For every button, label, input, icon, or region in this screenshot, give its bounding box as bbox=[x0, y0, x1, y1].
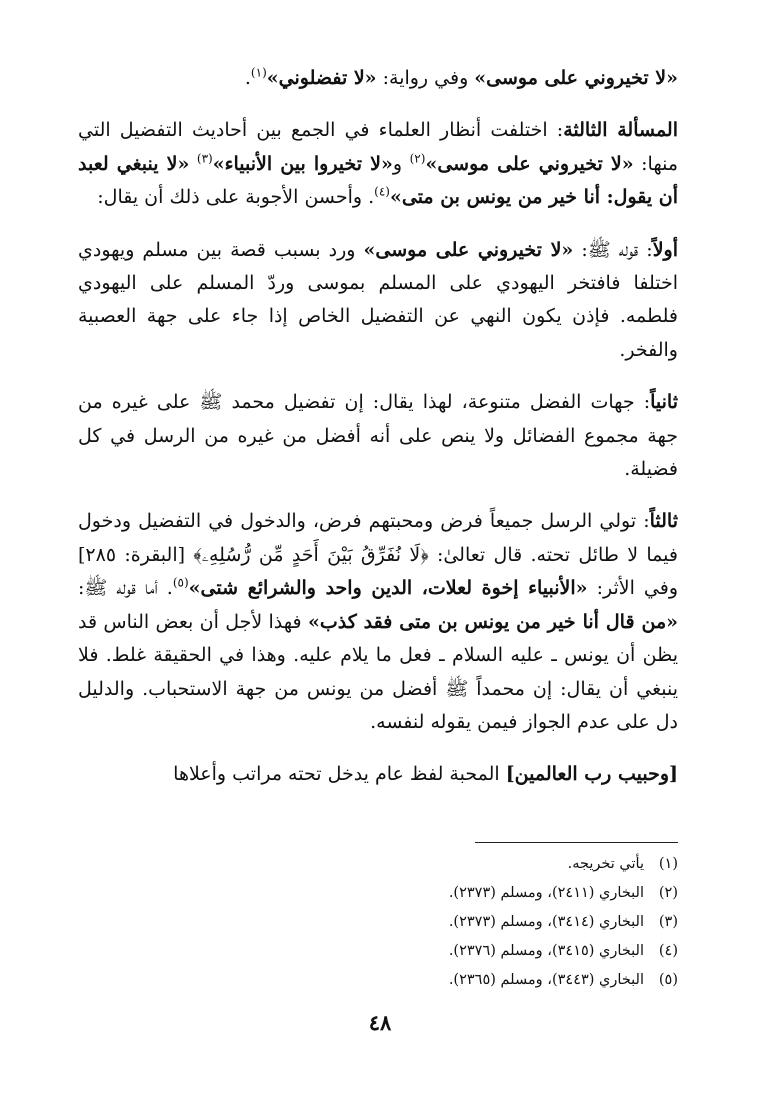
footnote-number: (١) bbox=[658, 856, 678, 872]
footnote-text: البخاري (٣٤١٤)، ومسلم (٢٣٧٣). bbox=[448, 914, 644, 930]
paragraph-gap bbox=[78, 486, 678, 505]
bold-phrase: المسألة الثالثة bbox=[563, 119, 679, 142]
text-run: المحبة لفظ عام يدخل تحته مراتب وأعلاها bbox=[173, 763, 506, 786]
text-run: . وأحسن الأجوبة على ذلك أن يقال: bbox=[97, 186, 375, 209]
footnote-text: البخاري (٢٤١١)، ومسلم (٢٣٧٣). bbox=[448, 885, 644, 901]
footnote-ref: (٤) bbox=[374, 184, 390, 199]
paragraph-5 bbox=[78, 505, 678, 739]
text-run: : قوله ﷺ: bbox=[573, 238, 653, 261]
footnote-text: يأتي تخريجه. bbox=[567, 856, 644, 872]
bold-phrase: «من قال أنا خير من يونس بن متى فقد كذب» bbox=[307, 610, 678, 633]
paragraph-4 bbox=[78, 386, 678, 486]
paragraph-2 bbox=[78, 114, 678, 214]
footnote-item bbox=[300, 879, 678, 908]
footnote-number: (٤) bbox=[658, 943, 678, 959]
bold-phrase: أولاً bbox=[652, 238, 678, 261]
footnote-item bbox=[300, 966, 678, 995]
paragraph-6 bbox=[78, 758, 678, 791]
footnote-separator bbox=[475, 842, 678, 843]
paragraph-gap bbox=[78, 739, 678, 758]
paragraph-1 bbox=[78, 62, 678, 95]
footnote-item bbox=[300, 937, 678, 966]
footnote-item bbox=[300, 850, 678, 879]
footnote-item bbox=[300, 908, 678, 937]
footnote-number: (٢) bbox=[658, 885, 678, 901]
paragraph-3 bbox=[78, 234, 678, 368]
text-run: فهذا لأجل أن بعض الناس قد يظن أن يونس ـ عليه السلام ـ فعل ما يلام عليه. وهذا في الحقيقة غلط. فلا ينبغي أن يقال: إن محمداً ﷺ أفضل من يونس من جهة الاستحباب. والدليل دل على عدم الجواز فيمن يقوله لنفسه. bbox=[78, 610, 678, 733]
text-run: و bbox=[392, 152, 410, 175]
paragraph-gap bbox=[78, 95, 678, 114]
footnote-ref: (٣) bbox=[196, 151, 213, 166]
footnote-number: (٥) bbox=[658, 972, 678, 988]
bold-phrase: ثانياً bbox=[650, 391, 678, 414]
main-text bbox=[78, 62, 678, 792]
footnote-ref: (٢) bbox=[409, 151, 426, 166]
text-run: : اختلفت أنظار العلماء في الجمع بين أحاديث التفضيل التي منها: bbox=[78, 119, 679, 175]
text-run bbox=[189, 153, 197, 175]
paragraph-gap bbox=[78, 367, 678, 386]
bold-phrase: «لا تخيروا بين الأنبياء» bbox=[212, 152, 393, 175]
bold-phrase: «لا ينبغي لعبد أن يقول: أنا خير من يونس بن متى» bbox=[78, 152, 678, 209]
bold-phrase: «لا تخيروني على موسى» bbox=[363, 238, 574, 261]
footnote-ref: (٥) bbox=[172, 575, 189, 590]
footnote-text: البخاري (٣٤٤٣)، ومسلم (٢٣٦٥). bbox=[448, 972, 644, 988]
bold-phrase: «لا تخيروني على موسى» bbox=[474, 67, 678, 89]
text-run: . أما قوله ﷺ: bbox=[78, 577, 173, 600]
bold-phrase: «لا تخيروني على موسى» bbox=[425, 152, 634, 175]
bold-phrase: «لا تفضلوني» bbox=[266, 67, 377, 89]
footnote-number: (٣) bbox=[658, 914, 678, 930]
footnotes bbox=[300, 850, 678, 995]
text-run: . bbox=[244, 67, 251, 89]
page-number: ٤٨ bbox=[368, 1010, 392, 1035]
text-run: : تولي الرسل جميعاً فرض ومحبتهم فرض، والدخول في التفضيل ودخول فيما لا طائل تحته. قال تعالىٰ: ﴿لَا نُفَرِّقُ بَيْنَ أَحَدٍ مِّن رُّسُلِهِۦ﴾ [البقرة: ٢٨٥] وفي الأثر: bbox=[78, 510, 678, 600]
text-run: ورد بسبب قصة بين مسلم ويهودي اختلفا فافتخر اليهودي على المسلم بموسى وردّ المسلم على اليهودي فلطمه. فإذن يكون النهي عن التفضيل الخاص إذا جاء على جهة العصبية والفخر. bbox=[78, 238, 678, 361]
bold-phrase: [وحبيب رب العالمين] bbox=[505, 763, 678, 786]
bold-phrase: ثالثاً bbox=[649, 510, 678, 533]
bold-phrase: «الأنبياء إخوة لعلات، الدين واحد والشرائع شتى» bbox=[188, 577, 588, 600]
footnote-ref: (١) bbox=[250, 65, 267, 80]
text-run: : جهات الفضل متنوعة، لهذا يقال: إن تفضيل محمد ﷺ على غيره من جهة مجموع الفضائل ولا ينص على أنه أفضل من غيره من الرسل في كل فضيلة. bbox=[78, 391, 678, 481]
paragraph-gap bbox=[78, 215, 678, 234]
footnote-text: البخاري (٣٤١٥)، ومسلم (٢٣٧٦). bbox=[448, 943, 644, 959]
text-run: وفي رواية: bbox=[376, 67, 475, 89]
